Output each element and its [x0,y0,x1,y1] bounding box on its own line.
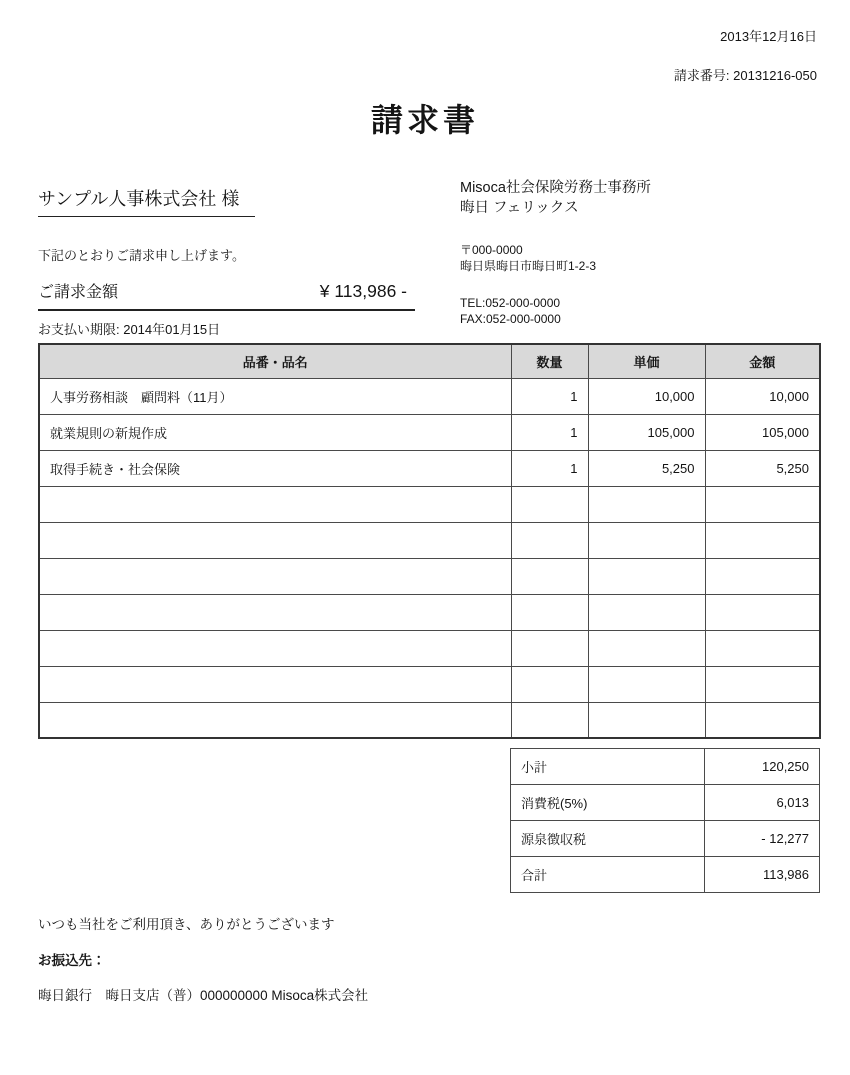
empty-cell [511,702,588,738]
subtotal-label: 小計 [511,749,705,785]
empty-cell [588,630,705,666]
table-row-empty [39,558,820,594]
greeting-text: 下記のとおりご請求申し上げます。 [38,248,245,263]
empty-cell [39,702,511,738]
table-row-empty [39,594,820,630]
billed-amount-row [38,279,415,311]
empty-cell [39,630,511,666]
empty-cell [511,558,588,594]
empty-cell [39,666,511,702]
empty-cell [39,522,511,558]
empty-cell [588,558,705,594]
items-table [38,343,821,739]
empty-cell [705,558,820,594]
grand-total-label: 合計 [511,857,705,893]
tax-label: 消費税(5%) [511,785,705,821]
empty-cell [511,666,588,702]
table-row-empty [39,522,820,558]
billed-amount-value: ¥ 113,986 - [319,281,407,301]
table-row [39,378,820,414]
item-amount-cell: 105,000 [705,414,820,450]
grand-total-row [511,857,820,893]
item-unit-price-cell: 5,250 [588,450,705,486]
item-unit-price-cell: 10,000 [588,378,705,414]
item-qty-cell: 1 [511,414,588,450]
item-amount-cell: 5,250 [705,450,820,486]
empty-cell [511,522,588,558]
item-name-cell: 取得手続き・社会保険 [39,450,511,486]
table-row-empty [39,666,820,702]
table-row-empty [39,630,820,666]
empty-cell [705,666,820,702]
withholding-value: - 12,277 [705,821,820,857]
subtotal-row [511,749,820,785]
empty-cell [39,594,511,630]
table-row-empty [39,702,820,738]
subtotal-value: 120,250 [705,749,820,785]
col-header-qty: 数量 [511,344,588,378]
withholding-row [511,821,820,857]
grand-total-value: 113,986 [705,857,820,893]
empty-cell [588,594,705,630]
item-name-cell: 就業規則の新規作成 [39,414,511,450]
customer-name: サンプル人事株式会社 様 [38,185,255,217]
tax-row [511,785,820,821]
col-header-amount: 金額 [705,344,820,378]
col-header-unit-price: 単価 [588,344,705,378]
item-qty-cell: 1 [511,450,588,486]
items-empty-rows [39,486,820,738]
empty-cell [588,522,705,558]
header-row [39,344,820,378]
issuer-block [460,178,651,327]
issuer-office-name: Misoca社会保険労務士事務所 [460,180,651,196]
empty-cell [705,702,820,738]
empty-cell [705,630,820,666]
issue-date: 2013年12月16日 [720,29,817,44]
tax-value: 6,013 [705,785,820,821]
items-body [39,378,820,486]
item-unit-price-cell: 105,000 [588,414,705,450]
issuer-postal-code: 〒000-0000 [460,243,523,257]
bank-transfer-detail: 晦日銀行 晦日支店（普）000000000 Misoca株式会社 [38,988,369,1003]
table-row [39,414,820,450]
item-name-cell: 人事労務相談 顧問料（11月） [39,378,511,414]
bank-transfer-label: お振込先： [38,953,106,968]
empty-cell [588,666,705,702]
empty-cell [511,486,588,522]
empty-cell [705,486,820,522]
table-row-empty [39,486,820,522]
empty-cell [705,522,820,558]
issuer-fax: FAX:052-000-0000 [460,312,561,326]
empty-cell [511,594,588,630]
page-title: 請求書 [370,102,479,138]
withholding-label: 源泉徴収税 [511,821,705,857]
issuer-address: 晦日県晦日市晦日町1-2-3 [460,259,597,273]
table-row [39,450,820,486]
payment-due-date: お支払い期限: 2014年01月15日 [38,322,221,337]
item-amount-cell: 10,000 [705,378,820,414]
empty-cell [39,558,511,594]
col-header-item: 品番・品名 [39,344,511,378]
item-qty-cell: 1 [511,378,588,414]
empty-cell [588,486,705,522]
empty-cell [588,702,705,738]
invoice-number: 請求番号: 20131216-050 [673,68,817,83]
invoice-meta [674,26,817,84]
thanks-message: いつも当社をご利用頂き、ありがとうございます [38,917,335,932]
billed-amount-label: ご請求金額 [38,284,119,301]
empty-cell [511,630,588,666]
empty-cell [39,486,511,522]
items-table-header [39,344,820,378]
issuer-person-name: 晦日 フェリックス [460,200,579,216]
empty-cell [705,594,820,630]
totals-table [510,748,820,893]
issuer-tel: TEL:052-000-0000 [460,296,561,310]
